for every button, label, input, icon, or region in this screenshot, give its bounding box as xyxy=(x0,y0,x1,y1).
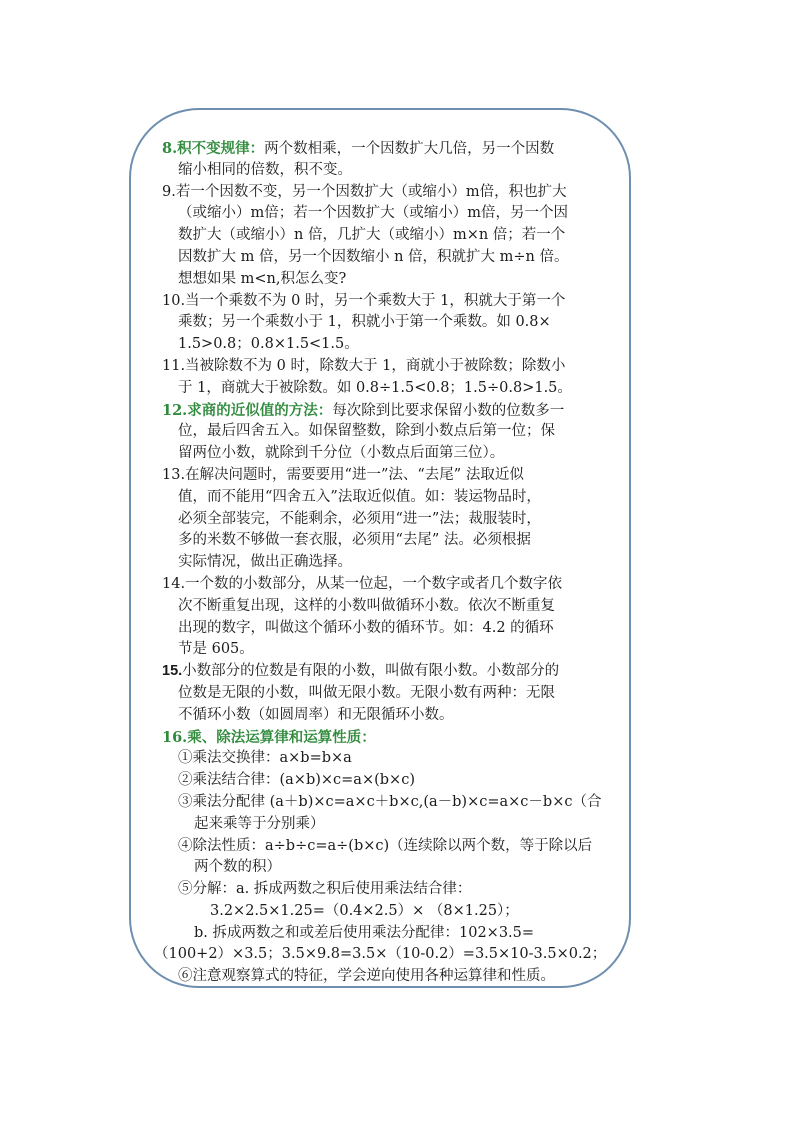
s11-line-1: 11.当被除数不为 0 时，除数大于 1，商就小于被除数；除数小 xyxy=(162,357,566,374)
s16-item-1: ①乘法交换律：a×b=b×a xyxy=(178,750,352,767)
s16-item-5c: b. 拆成两数之和或差后使用乘法分配律：102×3.5= xyxy=(194,924,535,941)
s9-line-2: （或缩小）m倍；若一个因数扩大（或缩小）m倍，另一个因 xyxy=(178,205,568,222)
s16-item-4b: 两个数的积） xyxy=(194,859,281,876)
s13-line-5: 实际情况，做出正确选择。 xyxy=(178,554,352,571)
s9-line-4: 因数扩大 m 倍，另一个因数缩小 n 倍，积就扩大 m÷n 倍。 xyxy=(178,248,569,265)
s11-line-2: 于 1，商就大于被除数。如 0.8÷1.5<0.8；1.5÷0.8>1.5。 xyxy=(178,379,572,396)
s16-item-2: ②乘法结合律：(a×b)×c=a×(b×c) xyxy=(178,772,415,789)
s14-line-1: 14.一个数的小数部分，从某一位起，一个数字或者几个数字依 xyxy=(162,575,563,592)
s16-item-3a: ③乘法分配律 (a＋b)×c=a×c＋b×c,(a－b)×c=a×c－b×c（合 xyxy=(178,793,602,810)
s12-line-2: 位，最后四舍五入。如保留整数，除到小数点后第一位；保 xyxy=(178,423,555,440)
s9-line-3: 数扩大（或缩小）n 倍，几扩大（或缩小）m×n 倍；若一个 xyxy=(178,227,566,244)
s9-line-1: 9.若一个因数不变，另一个因数扩大（或缩小）m倍，积也扩大 xyxy=(162,183,567,200)
s8-line-1: 8.积不变规律：两个数相乘，一个因数扩大几倍，另一个因数 xyxy=(162,140,555,157)
s15-line-3: 不循环小数（如圆周率）和无限循环小数。 xyxy=(178,706,454,723)
s10-line-2: 乘数；另一个乘数小于 1，积就小于第一个乘数。如 0.8× xyxy=(178,314,551,331)
s13-line-1: 13.在解决问题时，需要要用“进一”法、“去尾” 法取近似 xyxy=(162,466,524,483)
s15-line-2: 位数是无限的小数，叫做无限小数。无限小数有两种：无限 xyxy=(178,684,555,701)
s13-line-2: 值，而不能用“四舍五入”法取近似值。如：装运物品时， xyxy=(178,488,541,505)
s12-line-3: 留两位小数，就除到千分位（小数点后面第三位）。 xyxy=(178,445,505,462)
s16-item-5b: 3.2×2.5×1.25=（0.4×2.5）× （8×1.25）； xyxy=(210,902,519,919)
s10-line-1: 10.当一个乘数不为 0 时，另一个乘数大于 1，积就大于第一个 xyxy=(162,292,566,309)
s9-line-5: 想想如果 m<n,积怎么变? xyxy=(178,270,347,287)
s14-line-2: 次不断重复出现，这样的小数叫做循环小数。依次不断重复 xyxy=(178,597,555,614)
document-content xyxy=(154,138,608,988)
s13-line-4: 多的米数不够做一套衣服，必须用“去尾” 法。必须根据 xyxy=(178,532,531,549)
s16-item-5a: ⑤分解：a. 拆成两数之积后使用乘法结合律： xyxy=(178,881,472,898)
s16-item-6: ⑥注意观察算式的特征，学会逆向使用各种运算律和性质。 xyxy=(178,968,555,985)
s14-line-3: 出现的数字，叫做这个循环小数的循环节。如：4.2 的循环 xyxy=(178,619,554,636)
s16-item-4a: ④除法性质：a÷b÷c=a÷(b×c)（连续除以两个数，等于除以后 xyxy=(178,837,593,854)
s16-item-3b: 起来乘等于分别乘） xyxy=(194,815,325,832)
s12-heading: 12.求商的近似值的方法： xyxy=(162,401,333,419)
s16-item-5d: （100+2）×3.5；3.5×9.8=3.5×（10-0.2）=3.5×10-3.5×0.2； xyxy=(154,946,607,963)
s13-line-3: 必须全部装完，不能剩余，必须用“进一”法；裁服装时， xyxy=(178,510,541,527)
s14-line-4: 节是 605。 xyxy=(178,641,254,658)
s10-line-3: 1.5>0.8；0.8×1.5<1.5。 xyxy=(178,336,359,353)
s16-heading: 16.乘、除法运算律和运算性质： xyxy=(162,728,376,746)
s15-number: 15. xyxy=(162,663,183,680)
s12-line-1: 12.求商的近似值的方法：每次除到比要求保留小数的位数多一 xyxy=(162,401,565,419)
s8-heading: 8.积不变规律： xyxy=(162,140,265,157)
s8-line-2: 缩小相同的倍数，积不变。 xyxy=(178,161,352,178)
s15-line-1: 15.小数部分的位数是有限的小数，叫做有限小数。小数部分的 xyxy=(162,663,560,680)
